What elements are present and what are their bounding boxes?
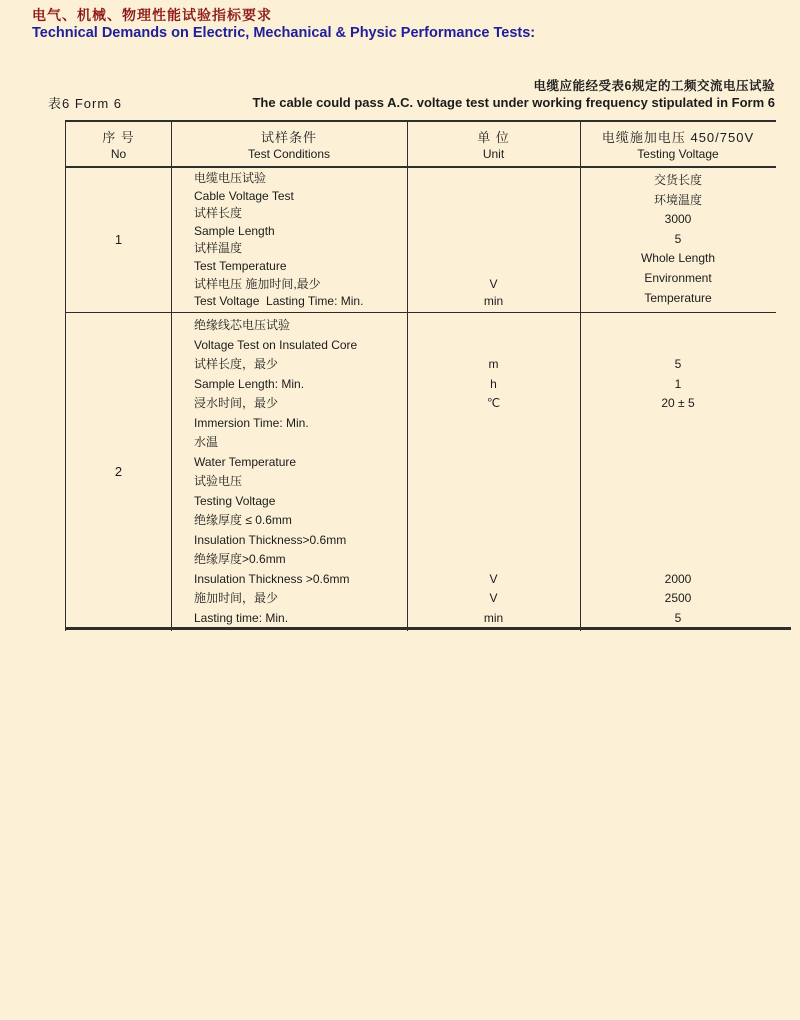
header-unit bbox=[407, 122, 580, 166]
cell-line: 绝缘厚度>0.6mm bbox=[194, 552, 286, 566]
cell-line: 试样长度 bbox=[194, 206, 243, 221]
row2-number: 2 bbox=[114, 464, 123, 479]
cell-line bbox=[580, 492, 776, 512]
cell-line: Environment bbox=[644, 270, 712, 285]
header-unit-en: Unit bbox=[482, 147, 505, 161]
header-testing-voltage bbox=[580, 122, 776, 166]
row1-number: 1 bbox=[114, 231, 123, 247]
cell-line: 5 bbox=[674, 610, 682, 625]
header-no bbox=[66, 122, 171, 166]
cell-line: 5 bbox=[674, 357, 682, 371]
cell-line: 绝缘线芯电压试验 bbox=[194, 318, 291, 332]
cell-line: 试样电压 施加时间,最少 bbox=[194, 276, 321, 291]
cell-line bbox=[580, 472, 776, 492]
cell-line bbox=[580, 531, 776, 551]
row1-values bbox=[580, 166, 776, 317]
cell-line: 试样温度 bbox=[194, 241, 243, 256]
table-caption-chinese: 电缆应能经受表6规定的工频交流电压试验 bbox=[533, 79, 775, 93]
header-volt-en: Testing Voltage bbox=[637, 147, 719, 161]
cell-line: Whole Length bbox=[640, 251, 716, 266]
cell-line bbox=[407, 433, 580, 453]
cell-line bbox=[407, 492, 580, 512]
cell-line bbox=[407, 414, 580, 434]
header-no-en: No bbox=[110, 147, 127, 161]
cell-line bbox=[407, 550, 580, 570]
cell-line: Temperature bbox=[644, 290, 712, 305]
cell-line: 浸水时间，最少 bbox=[194, 396, 279, 410]
cell-line: Test Voltage Lasting Time: Min. bbox=[194, 294, 364, 309]
test-requirements-table bbox=[65, 120, 776, 631]
cell-line: 电缆电压试验 bbox=[194, 171, 267, 185]
cell-line: Test Temperature bbox=[194, 258, 287, 273]
cell-line bbox=[580, 414, 776, 434]
cell-line: Lasting time: Min. bbox=[194, 610, 289, 625]
header-test-conditions bbox=[171, 122, 407, 166]
cell-line: 2500 bbox=[664, 591, 692, 605]
cell-line: m bbox=[488, 357, 499, 371]
cell-line: V bbox=[489, 591, 498, 605]
cell-line bbox=[407, 188, 580, 206]
cell-line: 绝缘厚度 ≤ 0.6mm bbox=[194, 513, 292, 527]
table-caption-english: The cable could pass A.C. voltage test under working frequency stipulated in Form 6 bbox=[252, 95, 775, 110]
cell-line: 试验电压 bbox=[194, 474, 243, 488]
header-unit-zh: 单 位 bbox=[477, 130, 510, 145]
row2-conditions bbox=[171, 312, 430, 635]
cell-line: min bbox=[483, 294, 504, 309]
cell-line bbox=[407, 205, 580, 223]
cell-line: min bbox=[483, 610, 504, 625]
cell-line: 5 bbox=[674, 231, 682, 246]
header-volt-zh: 电缆施加电压 450/750V bbox=[601, 130, 755, 145]
form-number-label: 表6 Form 6 bbox=[48, 96, 123, 111]
cell-line: Insulation Thickness>0.6mm bbox=[194, 532, 347, 547]
cell-line bbox=[407, 511, 580, 531]
cell-line: Cable Voltage Test bbox=[194, 188, 294, 203]
cell-line: 交货长度 bbox=[653, 173, 702, 187]
page-title-english: Technical Demands on Electric, Mechanical & Physic Performance Tests: bbox=[32, 25, 536, 41]
cell-line bbox=[580, 336, 776, 356]
cell-line bbox=[407, 240, 580, 258]
cell-line bbox=[407, 472, 580, 492]
row2-values bbox=[580, 312, 776, 635]
cell-line bbox=[407, 453, 580, 473]
cell-line bbox=[407, 258, 580, 276]
cell-line bbox=[580, 511, 776, 531]
cell-line: Insulation Thickness >0.6mm bbox=[194, 571, 350, 586]
table-bottom-rule bbox=[65, 627, 791, 630]
cell-line bbox=[580, 453, 776, 473]
cell-line bbox=[407, 316, 580, 336]
cell-line bbox=[407, 336, 580, 356]
cell-line: 环境温度 bbox=[653, 192, 702, 207]
cell-line bbox=[580, 433, 776, 453]
cell-line: 1 bbox=[674, 376, 682, 391]
cell-line: Sample Length: Min. bbox=[194, 376, 305, 391]
cell-line bbox=[580, 550, 776, 570]
row1-conditions bbox=[171, 166, 430, 316]
cell-line: 20 ± 5 bbox=[661, 396, 695, 410]
cell-line bbox=[407, 223, 580, 241]
header-cond-zh: 试样条件 bbox=[260, 130, 317, 145]
page-title-chinese: 电气、机械、物理性能试验指标要求 bbox=[32, 7, 272, 23]
header-no-zh: 序 号 bbox=[102, 130, 135, 145]
cell-line bbox=[407, 170, 580, 188]
cell-line: 施加时间，最少 bbox=[194, 591, 279, 605]
row2-units bbox=[407, 312, 580, 635]
cell-line: 2000 bbox=[664, 571, 692, 586]
cell-line: V bbox=[489, 276, 498, 291]
cell-line: Sample Length bbox=[194, 223, 275, 238]
cell-line bbox=[580, 316, 776, 336]
cell-line: Voltage Test on Insulated Core bbox=[194, 337, 358, 352]
cell-line: 3000 bbox=[664, 212, 692, 227]
cell-line: Testing Voltage bbox=[194, 493, 276, 508]
cell-line: Water Temperature bbox=[194, 454, 297, 469]
cell-line bbox=[407, 531, 580, 551]
cell-line: V bbox=[489, 571, 498, 586]
row1-units bbox=[407, 166, 580, 316]
cell-line: 试样长度，最少 bbox=[194, 357, 279, 371]
cell-line: ℃ bbox=[486, 396, 501, 410]
cell-line: Immersion Time: Min. bbox=[194, 415, 309, 430]
header-cond-en: Test Conditions bbox=[247, 147, 331, 161]
cell-line: h bbox=[490, 376, 497, 391]
cell-line: 水温 bbox=[194, 435, 219, 449]
